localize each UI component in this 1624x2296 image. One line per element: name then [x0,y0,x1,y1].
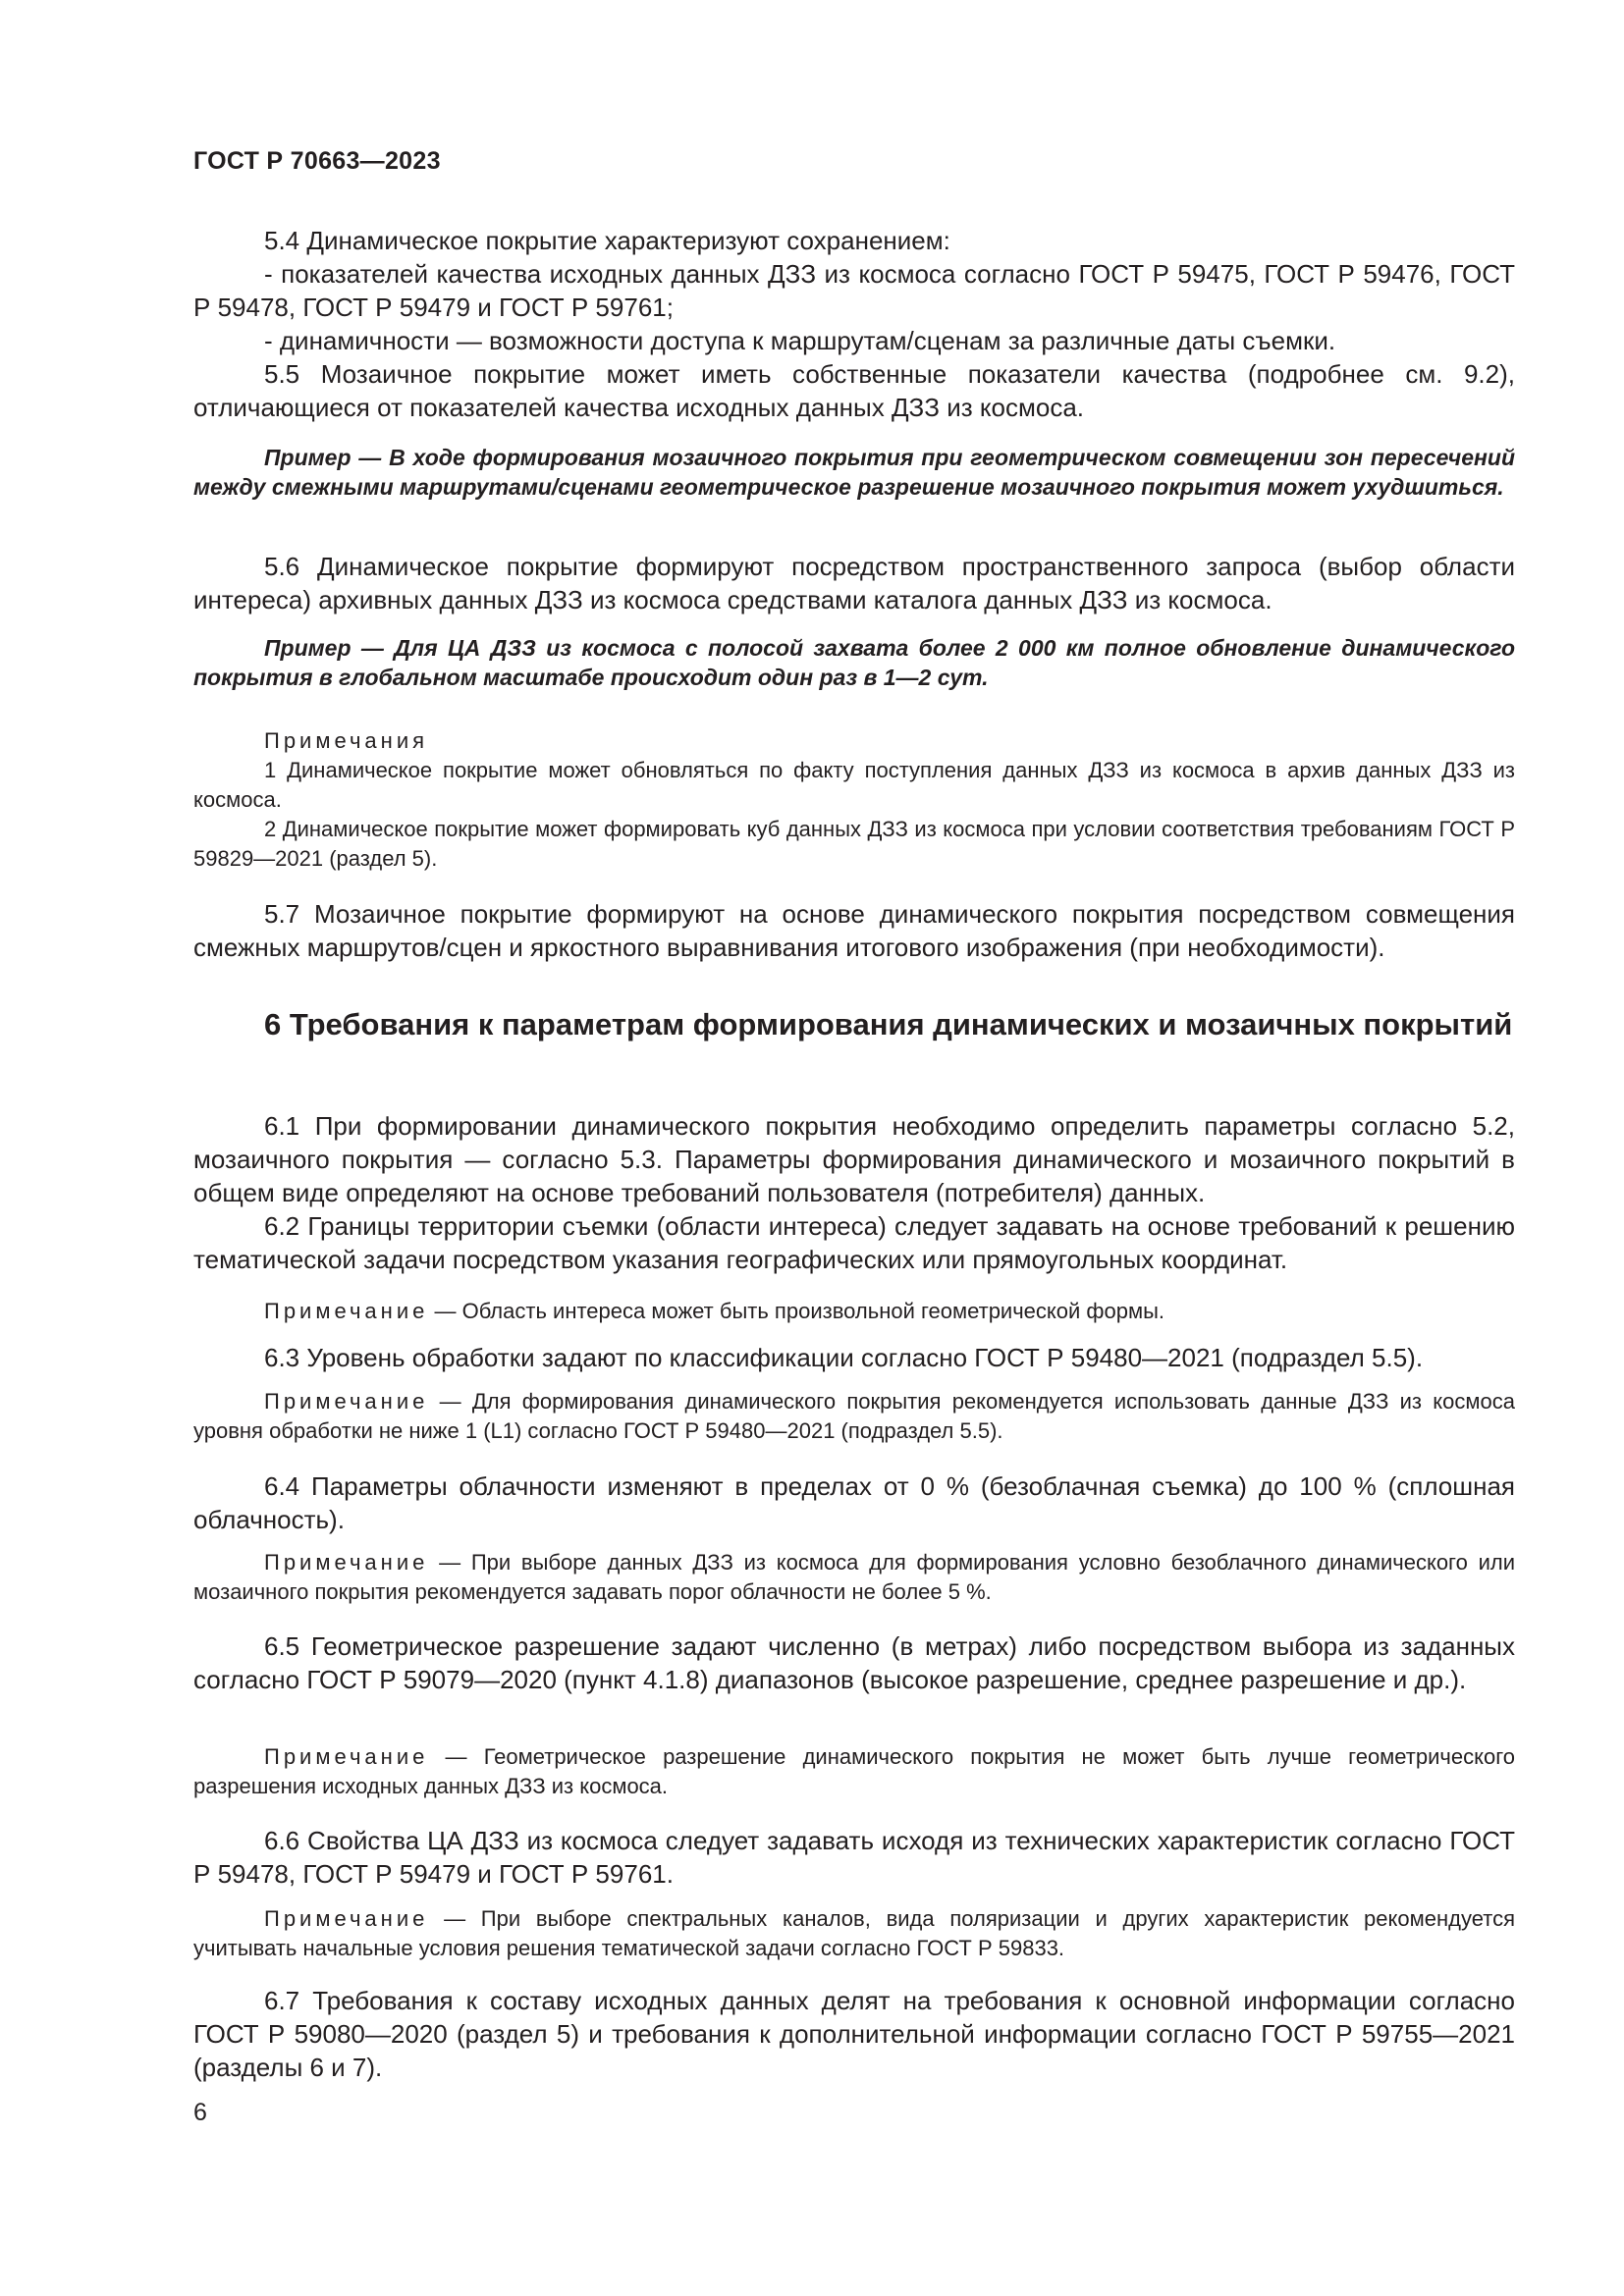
example-global-update: Пример — Для ЦА ДЗЗ из космоса с полосой захвата более 2 000 км полное обновление динамического покрытия в глобальном масштабе происходит один раз в 1—2 сут. [193,635,1515,690]
note-6-4 [193,1548,1515,1607]
example-mosaic-resolution: Пример — В ходе формирования мозаичного покрытия при геометрическом совмещении зон пересечений между смежными маршрутами/сценами геометрическое разрешение мозаичного покрытия может ухудшиться. [193,445,1515,500]
page-number: 6 [193,2099,207,2126]
note-6-2 [193,1297,1515,1326]
notes-heading: Примечания [264,728,429,753]
clause-5-4 [193,224,1515,424]
note-6-3 [193,1387,1515,1446]
note-label: Примечание [264,1744,429,1769]
note-6-6 [193,1904,1515,1963]
note-text: — При выборе спектральных каналов, вида поляризации и других характеристик рекомендуется учитывать начальные условия решения тематической задачи согласно ГОСТ Р 59833. [193,1906,1515,1960]
document-id-header: ГОСТ Р 70663—2023 [193,147,441,175]
note-text: — Область интереса может быть произвольной геометрической формы. [434,1299,1165,1323]
paragraph-6-1: 6.1 При формировании динамического покрытия необходимо определить параметры согласно 5.2, мозаичного покрытия — согласно 5.3. Параметры формирования динамического и мозаичного покрытий в общем виде определяют на основе требований пользователя (потребителя) данных. [193,1111,1515,1207]
clauses-6-1-6-2 [193,1109,1515,1276]
paragraph-6-6: 6.6 Свойства ЦА ДЗЗ из космоса следует задавать исходя из технических характеристик согласно ГОСТ Р 59478, ГОСТ Р 59479 и ГОСТ Р 59761. [193,1826,1515,1889]
note-text: — Для формирования динамического покрытия рекомендуется использовать данные ДЗЗ из космоса уровня обработки не ниже 1 (L1) согласно ГОСТ Р 59480—2021 (подраздел 5.5). [193,1389,1515,1443]
note-text: — Геометрическое разрешение динамического покрытия не может быть лучше геометрического разрешения исходных данных ДЗЗ из космоса. [193,1744,1515,1798]
note-label: Примечание [264,1550,429,1575]
paragraph-5-6: 5.6 Динамическое покрытие формируют посредством пространственного запроса (выбор области интереса) архивных данных ДЗЗ из космоса средствами каталога данных ДЗЗ из космоса. [193,552,1515,614]
note-label: Примечание [264,1299,429,1323]
paragraph-5-4: 5.4 Динамическое покрытие характеризуют сохранением: [264,226,950,255]
note-2: 2 Динамическое покрытие может формировать куб данных ДЗЗ из космоса при условии соответствия требованиям ГОСТ Р 59829—2021 (раздел 5). [193,817,1515,871]
note-1: 1 Динамическое покрытие может обновляться по факту поступления данных ДЗЗ из космоса в архив данных ДЗЗ из космоса. [193,758,1515,812]
note-6-5 [193,1742,1515,1801]
paragraph-5-7: 5.7 Мозаичное покрытие формируют на основе динамического покрытия посредством совмещения смежных маршрутов/сцен и яркостного выравнивания итогового изображения (при необходимости). [193,899,1515,962]
paragraph-6-7: 6.7 Требования к составу исходных данных делят на требования к основной информации согласно ГОСТ Р 59080—2020 (раздел 5) и требования к дополнительной информации согласно ГОСТ Р 59755—2021 (разделы 6 и 7). [193,1986,1515,2082]
paragraph-6-5: 6.5 Геометрическое разрешение задают численно (в метрах) либо посредством выбора из заданных согласно ГОСТ Р 59079—2020 (пункт 4.1.8) диапазонов (высокое разрешение, среднее разрешение и др.). [193,1631,1515,1694]
note-label: Примечание [264,1906,429,1931]
note-text: — При выборе данных ДЗЗ из космоса для формирования условно безоблачного динамического или мозаичного покрытия рекомендуется задавать порог облачности не более 5 %. [193,1550,1515,1604]
paragraph-6-2: 6.2 Границы территории съемки (области интереса) следует задавать на основе требований к решению тематической задачи посредством указания географических или прямоугольных координат. [193,1211,1515,1274]
list-item-quality: - показателей качества исходных данных ДЗЗ из космоса согласно ГОСТ Р 59475, ГОСТ Р 59476, ГОСТ Р 59478, ГОСТ Р 59479 и ГОСТ Р 59761; [193,259,1515,322]
list-item-dynamics: - динамичности — возможности доступа к маршрутам/сценам за различные даты съемки. [264,326,1336,355]
section-6-title: 6 Требования к параметрам формирования динамических и мозаичных покрытий [264,1007,1513,1041]
paragraph-6-3: 6.3 Уровень обработки задают по классификации согласно ГОСТ Р 59480—2021 (подраздел 5.5). [264,1343,1424,1372]
paragraph-6-4: 6.4 Параметры облачности изменяют в пределах от 0 % (безоблачная съемка) до 100 % (сплошная облачность). [193,1471,1515,1534]
note-label: Примечание [264,1389,429,1414]
notes-block [193,726,1515,874]
paragraph-5-5: 5.5 Мозаичное покрытие может иметь собственные показатели качества (подробнее см. 9.2), отличающиеся от показателей качества исходных данных ДЗЗ из космоса. [193,359,1515,422]
